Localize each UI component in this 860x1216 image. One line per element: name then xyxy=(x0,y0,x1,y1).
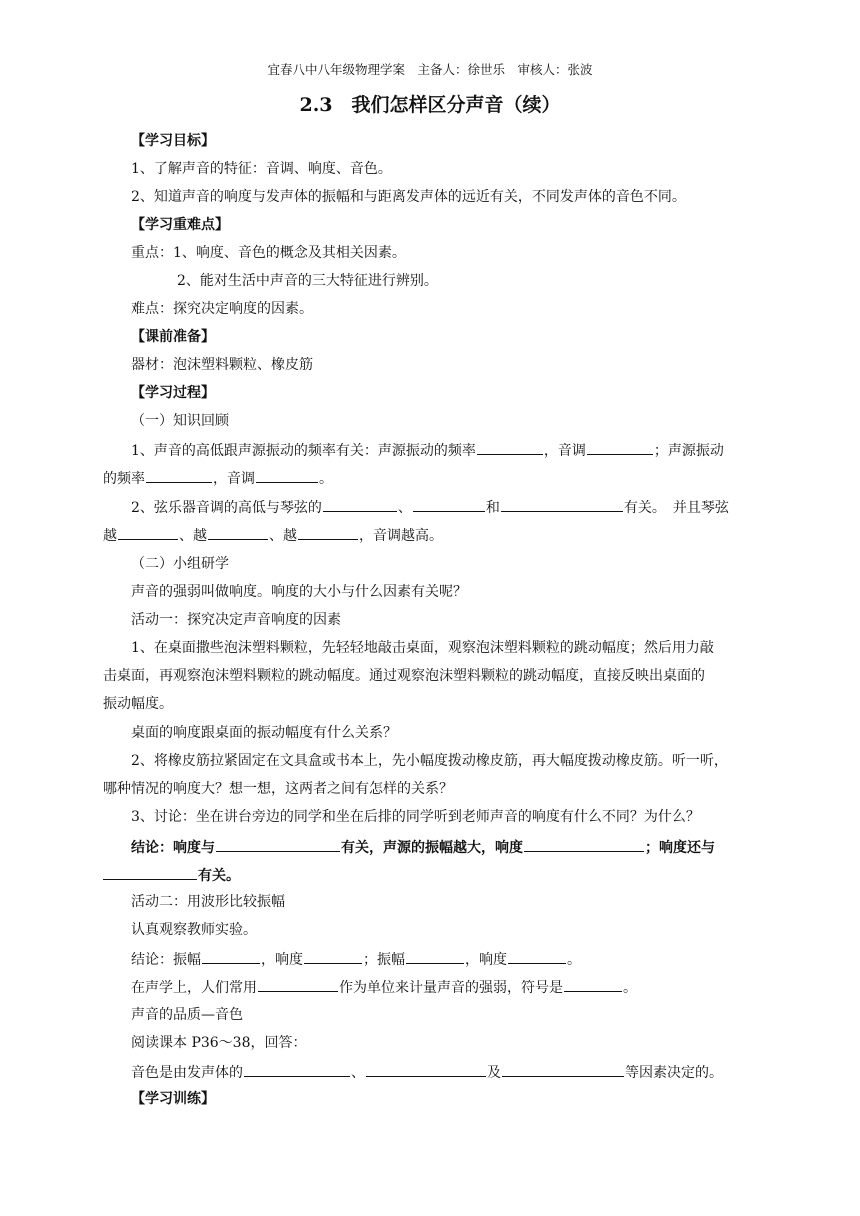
text-segment: ，音调 xyxy=(213,471,255,487)
text-segment: ，响度 xyxy=(465,952,507,968)
conclusion-2 xyxy=(131,949,581,969)
fill-blank[interactable] xyxy=(304,949,362,964)
activity-2-title: 活动二：用波形比较振幅 xyxy=(131,894,285,910)
text-segment: 。 xyxy=(567,952,581,968)
unit-question xyxy=(131,977,637,997)
step-1-line-1: 1、在桌面撒些泡沫塑料颗粒，先轻轻地敲击桌面，观察泡沫塑料颗粒的跳动幅度；然后用力敲 xyxy=(131,640,714,656)
document-header: 宜春八中八年级物理学案 主备人：徐世乐 审核人：张波 xyxy=(267,62,593,77)
timbre-question xyxy=(131,1062,723,1082)
text-segment: 、越 xyxy=(179,528,207,544)
fill-blank[interactable] xyxy=(502,1062,624,1077)
step-2-line-2: 哪种情况的响度大？想一想，这两者之间有怎样的关系？ xyxy=(103,781,453,797)
reading-instruction: 阅读课本 P36～38，回答： xyxy=(131,1035,307,1051)
step-2-line-1: 2、将橡皮筋拉紧固定在文具盒或书本上，先小幅度拨动橡皮筋，再大幅度拨动橡皮筋。听一听， xyxy=(131,753,728,769)
text-segment: 越 xyxy=(103,528,117,544)
review-question-1 xyxy=(131,440,724,460)
text-segment: 、 xyxy=(397,500,412,516)
text-segment: 结论：响度与 xyxy=(131,840,215,856)
conclusion-1-cont xyxy=(103,865,240,885)
fill-blank[interactable] xyxy=(103,865,197,880)
text-segment: 、越 xyxy=(269,528,297,544)
text-segment: 。 xyxy=(623,980,637,996)
fill-blank[interactable] xyxy=(477,440,543,455)
focus-point-1: 重点：1、响度、音色的概念及其相关因素。 xyxy=(131,245,406,261)
text-segment: ，响度 xyxy=(261,952,303,968)
timbre-heading: 声音的品质—音色 xyxy=(131,1007,243,1023)
review-heading: （一）知识回顾 xyxy=(131,413,229,429)
observe-instruction: 认真观察教师实验。 xyxy=(131,922,257,938)
fill-blank[interactable] xyxy=(323,497,397,512)
fill-blank[interactable] xyxy=(202,949,260,964)
conclusion-1 xyxy=(131,837,715,857)
fill-blank[interactable] xyxy=(501,497,623,512)
fill-blank[interactable] xyxy=(146,468,212,483)
text-segment: 。 xyxy=(319,471,333,487)
group-heading: （二）小组研学 xyxy=(131,556,229,572)
text-segment: 的频率 xyxy=(103,471,145,487)
focus-point-2: 2、能对生活中声音的三大特征进行辨别。 xyxy=(177,273,438,289)
text-segment: 2、弦乐器音调的高低与琴弦的 xyxy=(131,500,322,516)
materials-text: 器材：泡沫塑料颗粒、橡皮筋 xyxy=(131,357,313,373)
fill-blank[interactable] xyxy=(366,1062,486,1077)
step-3-discussion: 3、讨论：坐在讲台旁边的同学和坐在后排的同学听到老师声音的响度有什么不同？为什么？ xyxy=(131,809,700,825)
fill-blank[interactable] xyxy=(413,497,485,512)
review-question-2-cont xyxy=(103,525,443,545)
fill-blank[interactable] xyxy=(564,977,622,992)
text-segment: ，音调 xyxy=(543,443,586,459)
text-segment: 和 xyxy=(485,500,500,516)
review-question-2 xyxy=(131,497,729,517)
text-segment: 作为单位来计量声音的强弱，符号是 xyxy=(339,980,563,996)
step-1-line-2: 击桌面，再观察泡沫塑料颗粒的跳动幅度。通过观察泡沫塑料颗粒的跳动幅度，直接反映出桌面的 xyxy=(103,668,705,684)
text-segment: 有关。 并且琴弦 xyxy=(623,500,729,516)
fill-blank[interactable] xyxy=(258,977,338,992)
fill-blank[interactable] xyxy=(587,440,653,455)
fill-blank[interactable] xyxy=(524,837,644,852)
step-1-line-3: 振动幅度。 xyxy=(103,696,173,712)
text-segment: 等因素决定的。 xyxy=(625,1065,723,1081)
fill-blank[interactable] xyxy=(298,525,358,540)
section-key-points: 【学习重难点】 xyxy=(131,217,229,233)
text-segment: ；响度还与 xyxy=(645,840,715,856)
review-question-1-cont xyxy=(103,468,333,488)
objective-1: 1、了解声音的特征：音调、响度、音色。 xyxy=(131,161,392,177)
text-segment: ，音调越高。 xyxy=(359,528,443,544)
difficulty-point: 难点：探究决定响度的因素。 xyxy=(131,301,313,317)
section-preparation: 【课前准备】 xyxy=(131,329,215,345)
fill-blank[interactable] xyxy=(406,949,464,964)
fill-blank[interactable] xyxy=(256,468,318,483)
text-segment: 在声学上，人们常用 xyxy=(131,980,257,996)
activity-1-title: 活动一：探究决定声音响度的因素 xyxy=(131,612,341,628)
fill-blank[interactable] xyxy=(244,1062,350,1077)
text-segment: 音色是由发声体的 xyxy=(131,1065,243,1081)
question-desk: 桌面的响度跟桌面的振动幅度有什么关系？ xyxy=(131,725,397,741)
fill-blank[interactable] xyxy=(118,525,178,540)
text-segment: 及 xyxy=(487,1065,501,1081)
objective-2: 2、知道声音的响度与发声体的振幅和与距离发声体的远近有关，不同发声体的音色不同。 xyxy=(131,189,686,205)
page-title: 2.3 我们怎样区分声音（续） xyxy=(299,94,561,116)
text-segment: 结论：振幅 xyxy=(131,952,201,968)
section-objectives: 【学习目标】 xyxy=(131,133,215,149)
text-segment: 1、声音的高低跟声源振动的频率有关：声源振动的频率 xyxy=(131,443,476,459)
text-segment: 有关。 xyxy=(198,868,240,884)
text-segment: ；声源振动 xyxy=(653,443,724,459)
fill-blank[interactable] xyxy=(208,525,268,540)
text-segment: ；振幅 xyxy=(363,952,405,968)
section-process: 【学习过程】 xyxy=(131,385,215,401)
group-intro: 声音的强弱叫做响度。响度的大小与什么因素有关呢？ xyxy=(131,584,467,600)
text-segment: 有关，声源的振幅越大，响度 xyxy=(341,840,523,856)
fill-blank[interactable] xyxy=(216,837,340,852)
fill-blank[interactable] xyxy=(508,949,566,964)
section-training: 【学习训练】 xyxy=(131,1091,215,1107)
text-segment: 、 xyxy=(351,1065,365,1081)
